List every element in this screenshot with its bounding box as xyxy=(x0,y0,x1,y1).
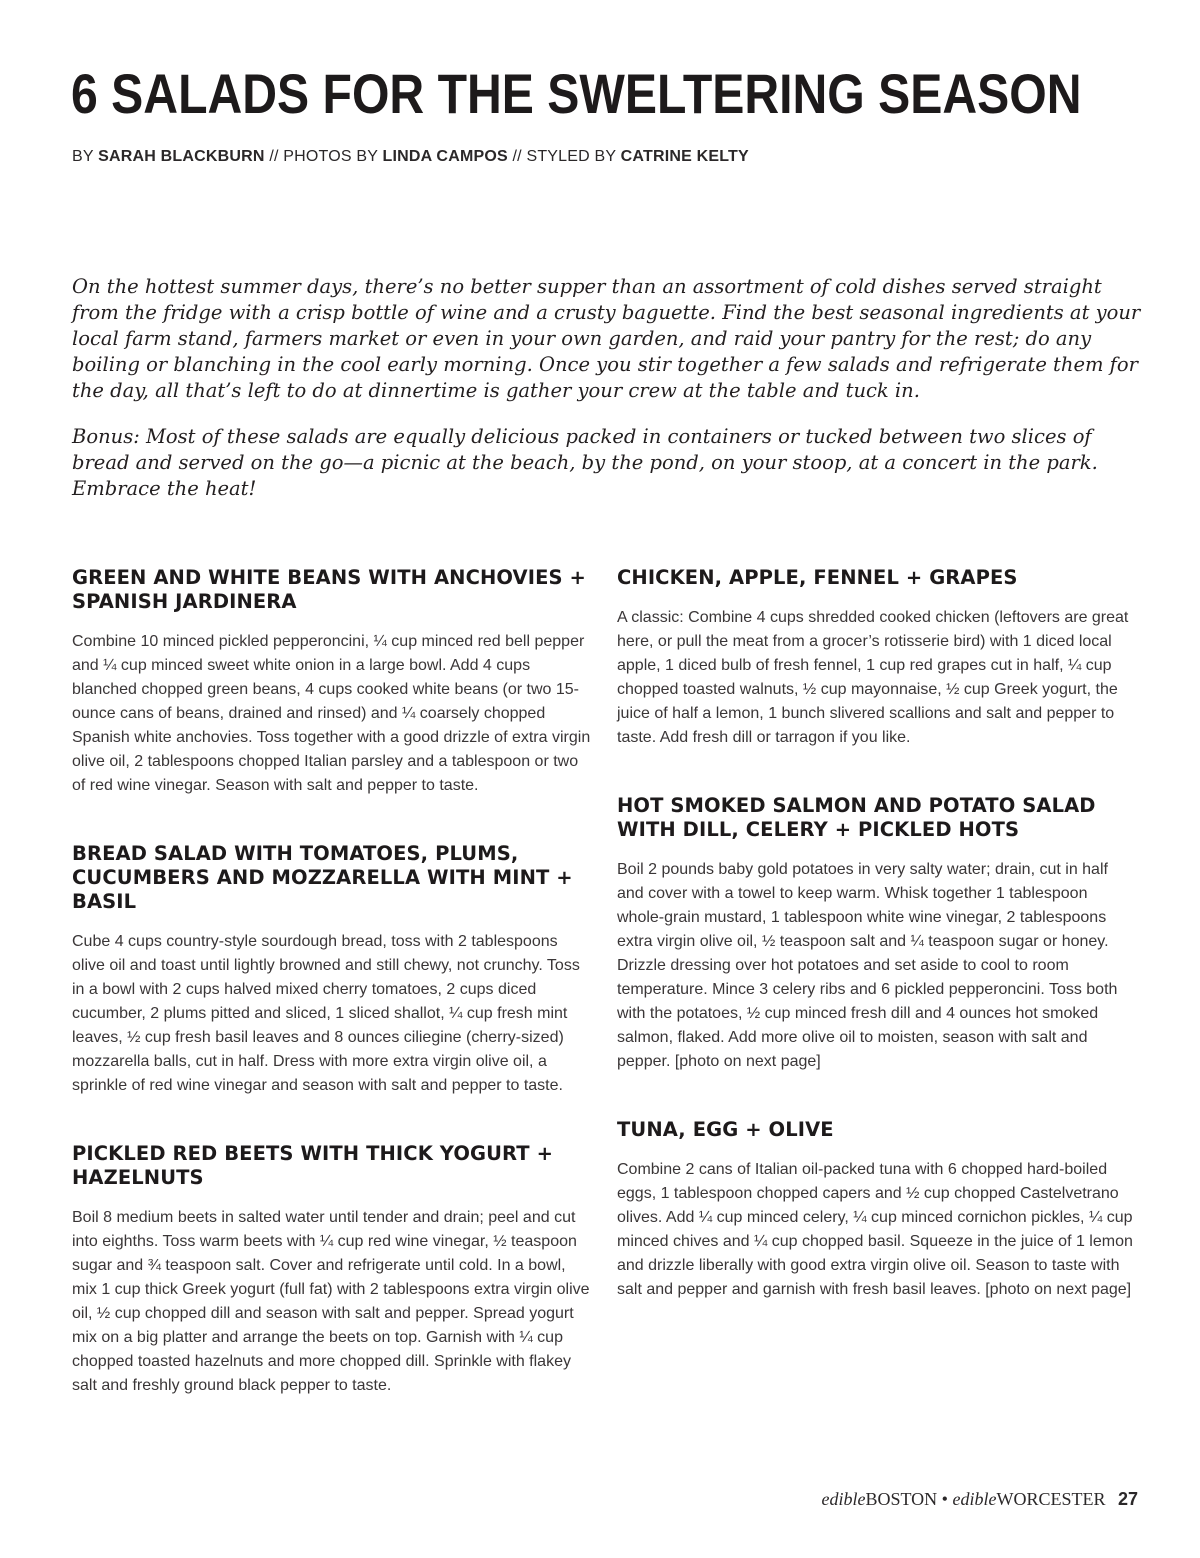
recipe-title: HOT SMOKED SALMON AND POTATO SALAD WITH DILL, CELERY + PICKLED HOTS xyxy=(617,794,1096,841)
recipe-body: Combine 10 minced pickled pepperoncini, ¼ cup minced red bell pepper and ¼ cup minced sweet white onion in a large bowl. Add 4 cups blanched chopped green beans, 4 cups cooked white beans (or two 15-ounce cans of beans, drained and rinsed) and ¼ coarsely chopped Spanish white anchovies. Toss together with a good drizzle of extra virgin olive oil, 2 tablespoons chopped Italian parsley and a tablespoon or two of red wine vinegar. Season with salt and pepper to taste. xyxy=(72,633,591,794)
byline-photos-label: // PHOTOS BY xyxy=(269,148,378,165)
recipe-title: TUNA, EGG + OLIVE xyxy=(617,1118,834,1141)
byline xyxy=(72,148,749,166)
recipe-bread-salad xyxy=(72,842,592,1098)
recipe-title: PICKLED RED BEETS WITH THICK YOGURT + HAZELNUTS xyxy=(72,1142,554,1189)
recipe-chicken-apple xyxy=(617,566,1137,750)
byline-styled-label: // STYLED BY xyxy=(512,148,617,165)
footer-magazine-2: WORCESTER xyxy=(996,1489,1106,1509)
byline-photographer: LINDA CAMPOS xyxy=(382,148,508,165)
recipe-smoked-salmon xyxy=(617,794,1137,1074)
recipe-body: Boil 8 medium beets in salted water until tender and drain; peel and cut into eighths. Toss warm beets with ¼ cup red wine vinegar, ½ teaspoon sugar and ¾ teaspoon salt. Cover and refrigerate until cold. In a bowl, mix 1 cup thick Greek yogurt (full fat) with 2 tablespoons extra virgin olive oil, ½ cup chopped dill and season with salt and pepper. Spread yogurt mix on a big platter and arrange the beets on top. Garnish with ¼ cup chopped toasted hazelnuts and more chopped dill. Sprinkle with flakey salt and freshly ground black pepper to taste. xyxy=(72,1209,590,1394)
recipe-pickled-beets xyxy=(72,1142,592,1398)
byline-author: SARAH BLACKBURN xyxy=(98,148,265,165)
recipe-tuna-egg-olive xyxy=(617,1118,1137,1302)
byline-stylist: CATRINE KELTY xyxy=(620,148,749,165)
recipe-body: A classic: Combine 4 cups shredded cooked chicken (leftovers are great here, or pull the meat from a grocer’s rotisserie bird) with 1 diced local apple, 1 diced bulb of fresh fennel, 1 cup red grapes cut in half, ¼ cup chopped toasted walnuts, ½ cup mayonnaise, ½ cup Greek yogurt, the juice of half a lemon, 1 bunch slivered scallions and salt and pepper to taste. Add fresh dill or tarragon if you like. xyxy=(617,609,1129,746)
footer-separator: • xyxy=(941,1489,948,1509)
recipe-title: BREAD SALAD WITH TOMATOES, PLUMS, CUCUMBERS AND MOZZARELLA WITH MINT + BASIL xyxy=(72,842,573,913)
article-title: 6 SALADS FOR THE SWELTERING SEASON xyxy=(71,62,1082,125)
intro-paragraph-2: Bonus: Most of these salads are equally delicious packed in containers or tucked between two slices of bread and served on the go—a picnic at the beach, by the pond, on your stoop, at a concert in the park. Embrace the heat! xyxy=(72,425,1098,500)
recipe-body: Combine 2 cans of Italian oil-packed tuna with 6 chopped hard-boiled eggs, 1 tablespoon chopped capers and ½ cup chopped Castelvetrano olives. Add ¼ cup minced celery, ¼ cup minced cornichon pickles, ¼ cup minced chives and ¼ cup chopped basil. Squeeze in the juice of 1 lemon and drizzle liberally with good extra virgin olive oil. Season to taste with salt and pepper and garnish with fresh basil leaves. [photo on next page] xyxy=(617,1161,1133,1298)
page-number: 27 xyxy=(1117,1489,1138,1509)
right-column xyxy=(617,566,1137,1302)
page-footer xyxy=(821,1489,1138,1510)
recipe-body: Cube 4 cups country-style sourdough bread, toss with 2 tablespoons olive oil and toast until lightly browned and still chewy, not crunchy. Toss in a bowl with 2 cups halved mixed cherry tomatoes, 2 cups diced cucumber, 2 plums pitted and sliced, 1 sliced shallot, ¼ cup fresh mint leaves, ½ cup fresh basil leaves and 8 ounces ciliegine (cherry-sized) mozzarella balls, cut in half. Dress with more extra virgin olive oil, a sprinkle of red wine vinegar and season with salt and pepper to taste. xyxy=(72,933,580,1094)
intro-paragraph-1: On the hottest summer days, there’s no better supper than an assortment of cold dishes served straight from the fridge with a crisp bottle of wine and a crusty baguette. Find the best seasonal ingredients at your local farm stand, farmers market or even in your own garden, and raid your pantry for the rest; do any boiling or blanching in the cool early morning. Once you stir together a few salads and refrigerate them for the day, all that’s left to do at dinnertime is gather your crew at the table and tuck in. xyxy=(72,275,1141,402)
byline-by-label: BY xyxy=(72,148,94,165)
recipe-body: Boil 2 pounds baby gold potatoes in very salty water; drain, cut in half and cover with a towel to keep warm. Whisk together 1 tablespoon whole-grain mustard, 1 tablespoon white wine vinegar, 2 tablespoons extra virgin olive oil, ½ teaspoon salt and ¼ teaspoon sugar or honey. Drizzle dressing over hot potatoes and set aside to cool to room temperature. Mince 3 celery ribs and 6 pickled pepperoncini. Toss both with the potatoes, ½ cup minced fresh dill and 4 ounces hot smoked salmon, flaked. Add more olive oil to moisten, season with salt and pepper. [photo on next page] xyxy=(617,861,1118,1070)
recipe-green-white-beans xyxy=(72,566,592,798)
footer-edible-1: edible xyxy=(821,1489,866,1509)
footer-magazine-1: BOSTON xyxy=(865,1489,938,1509)
left-column xyxy=(72,566,592,1398)
recipe-title: CHICKEN, APPLE, FENNEL + GRAPES xyxy=(617,566,1018,589)
recipe-title: GREEN AND WHITE BEANS WITH ANCHOVIES + SPANISH JARDINERA xyxy=(72,566,586,613)
footer-edible-2: edible xyxy=(952,1489,997,1509)
